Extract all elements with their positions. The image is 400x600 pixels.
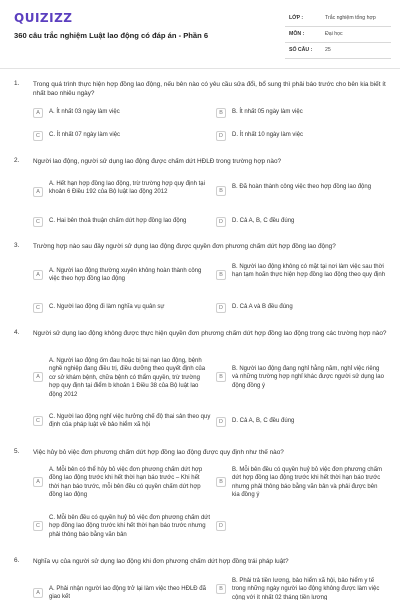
option-text: C. Hai bên thoả thuận chấm dứt hợp đồng lao động	[49, 218, 187, 224]
option-text: D. Cả A, B, C đều đúng	[232, 218, 295, 224]
option-letter-box: C	[33, 521, 43, 531]
option-letter-box: A	[33, 588, 43, 598]
option-text: C. Người lao động đi làm nghĩa vụ quân sự	[49, 304, 165, 310]
option-letter-box: D	[216, 417, 226, 427]
option-text: B. Phải trả tiền lương, bảo hiểm xã hội, bảo hiểm y tế trong những ngày người lao động không được làm việc cộng với ít nhất 02 tháng tiền lương	[232, 578, 380, 600]
option-letter-box: A	[33, 477, 43, 487]
question-number: 4.	[14, 329, 20, 336]
option-letter-box: D	[216, 217, 226, 227]
option-letter-box: B	[216, 270, 226, 280]
option-text: B. Ít nhất 05 ngày làm việc	[232, 109, 303, 115]
question-text: Nghĩa vụ của người sử dụng lao động khi đơn phương chấm dứt hợp đồng trái pháp luật?	[33, 558, 289, 565]
option-letter-box: D	[216, 131, 226, 141]
option-text: A. Mỗi bên có thể hủy bỏ việc đơn phương chấm dứt hợp đồng lao động trước khi hết thời hạn báo trước – Khi hết thời hạn báo trước, mỗi bên đều có quyền chấm dứt hợp đồng lao động	[49, 467, 203, 499]
option-text: D. Ít nhất 10 ngày làm việc	[232, 132, 304, 138]
option-text: A. Phải nhận người lao động trở lại làm việc theo HĐLĐ đã giao kết	[49, 586, 206, 600]
question-text: Người lao động, người sử dụng lao động được chấm dứt HĐLĐ trong trường hợp nào?	[33, 158, 282, 165]
question-number: 5.	[14, 448, 20, 455]
option-letter-box: A	[33, 108, 43, 118]
option-text: A. Ít nhất 03 ngày làm việc	[49, 109, 120, 115]
worksheet-title: 360 câu trắc nghiệm Luật lao động có đáp án - Phần 6	[14, 31, 209, 40]
meta-value: Trắc nghiệm tổng hợp	[325, 15, 376, 21]
question-text: Trong quá trình thực hiện hợp đồng lao động, nếu bên nào có yêu cầu sửa đổi, bổ sung thì phải báo trước cho bên kia biết ít nhất bao nhiêu ngày?	[33, 81, 386, 98]
option-text: B. Người lao động không có mặt tại nơi làm việc sau thời hạn tạm hoãn thực hiện hợp đồng lao động theo quy định	[232, 264, 386, 279]
meta-label: LỚP :	[289, 15, 304, 21]
meta-value: Đại học	[325, 31, 343, 37]
option-letter-box: B	[216, 477, 226, 487]
option-letter-box: A	[33, 372, 43, 382]
option-letter-box: C	[33, 131, 43, 141]
option-text: C. Mỗi bên đều có quyền huỷ bỏ việc đơn phương chấm dứt hợp đồng lao động trước khi hết thời hạn báo trước nhưng phải thông báo bằng văn bản	[49, 515, 210, 538]
question-number: 1.	[14, 80, 20, 87]
option-text: B. Đã hoàn thành công việc theo hợp đồng lao động	[232, 184, 372, 190]
meta-label: MÔN :	[289, 31, 305, 37]
option-text: A. Người lao động ốm đau hoặc bị tai nạn lao động, bệnh nghề nghiệp đang điều trị, điều dưỡng theo quyết định của cơ sở khám bệnh, chữa bệnh có thẩm quyền, trừ trường hợp quy định tại điểm b khoản 1 Điều 38 của Bộ luật lao động 2012	[49, 358, 206, 398]
worksheet-header	[0, 0, 400, 70]
option-text: A. Người lao động thường xuyên không hoàn thành công việc theo hợp đồng lao động	[49, 268, 202, 283]
option-letter-box: C	[33, 303, 43, 313]
option-text: C. Ít nhất 07 ngày làm việc	[49, 132, 121, 138]
option-letter-box: A	[33, 187, 43, 197]
option-letter-box: A	[33, 270, 43, 280]
option-letter-box: B	[216, 186, 226, 196]
option-letter-box: D	[216, 521, 226, 531]
header-divider	[0, 68, 400, 69]
option-text: B. Người lao động đang nghỉ hằng năm, nghỉ việc riêng và những trường hợp nghỉ khác được người sử dụng lao động đồng ý	[232, 366, 384, 389]
option-text: C. Người lao động nghỉ việc hưởng chế độ thai sản theo quy định của pháp luật về bảo hiểm xã hội	[49, 414, 211, 429]
option-text: D. Cả A và B đều đúng	[232, 304, 293, 310]
question-text: Người sử dụng lao động không được thực hiện quyền đơn phương chấm dứt hợp đồng lao động trong các trường hợp nào?	[33, 330, 387, 337]
question-text: Việc hủy bỏ việc đơn phương chấm dứt hợp đồng lao động được quy định như thế nào?	[33, 449, 284, 456]
option-letter-box: C	[33, 416, 43, 426]
question-number: 3.	[14, 242, 20, 249]
quizizz-logo: QUIZIZZ	[14, 11, 73, 25]
option-letter-box: C	[33, 217, 43, 227]
option-letter-box: B	[216, 372, 226, 382]
meta-value: 25	[325, 47, 331, 53]
meta-row-class	[285, 11, 391, 27]
worksheet-meta	[285, 11, 391, 59]
option-letter-box: B	[216, 108, 226, 118]
option-text: B. Mỗi bên đều có quyền huỷ bỏ việc đơn phương chấm dứt hợp đồng lao động trước khi hết thời hạn báo trước nhưng phải thông báo bằng văn bản và phải được bên kia đồng ý	[232, 467, 382, 499]
question-number: 2.	[14, 157, 20, 164]
option-text: A. Hết hạn hợp đồng lao động, trừ trường hợp quy định tại khoản 6 Điều 192 của Bộ luật lao động 2012	[49, 181, 205, 196]
meta-row-count	[285, 43, 391, 59]
meta-label: SỐ CÂU :	[289, 47, 313, 53]
option-letter-box: B	[216, 584, 226, 594]
meta-row-subject	[285, 27, 391, 43]
question-text: Trường hợp nào sau đây người sử dụng lao động được quyền đơn phương chấm dứt hợp đồng lao động?	[33, 243, 336, 250]
option-letter-box: D	[216, 303, 226, 313]
option-text: D. Cả A, B, C đều đúng	[232, 418, 295, 424]
question-number: 6.	[14, 557, 20, 564]
